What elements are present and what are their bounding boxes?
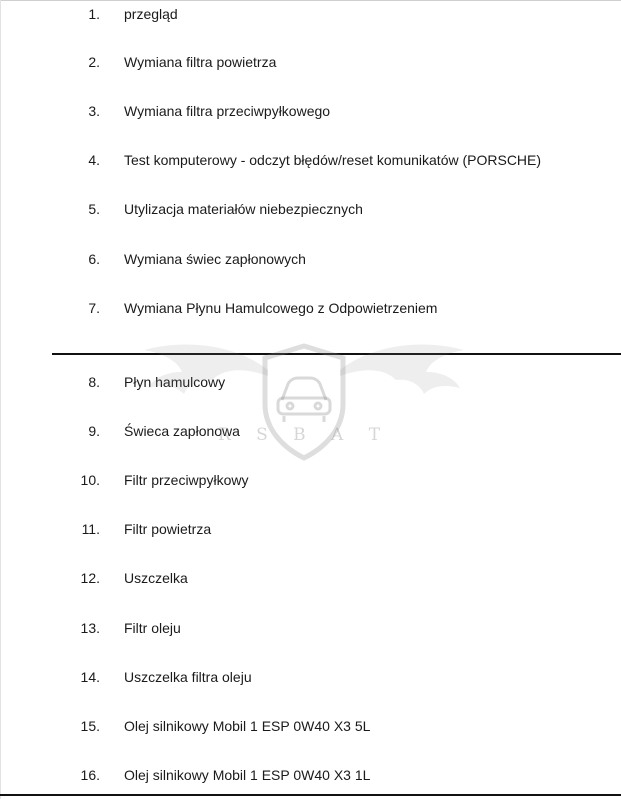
list-item <box>0 518 621 540</box>
item-number: 10. <box>80 472 100 488</box>
item-label: Olej silnikowy Mobil 1 ESP 0W40 X3 5L <box>124 718 371 734</box>
item-number: 14. <box>80 669 100 685</box>
item-label: Wymiana świec zapłonowych <box>124 251 306 267</box>
item-number: 12. <box>80 570 100 586</box>
item-number: 13. <box>80 620 100 636</box>
list-item <box>0 297 621 319</box>
item-label: Filtr przeciwpyłkowy <box>124 472 249 488</box>
item-label: Test komputerowy - odczyt błędów/reset komunikatów (PORSCHE) <box>124 152 542 168</box>
item-label: przegląd <box>124 6 178 22</box>
bottom-rule <box>0 794 621 796</box>
list-item <box>0 420 621 442</box>
item-label: Olej silnikowy Mobil 1 ESP 0W40 X3 1L <box>124 767 371 783</box>
item-label: Uszczelka <box>124 570 188 586</box>
item-number: 7. <box>88 300 100 316</box>
list-item <box>0 764 621 786</box>
list-item <box>0 567 621 589</box>
list-item <box>0 469 621 491</box>
item-number: 15. <box>80 718 100 734</box>
watermark-text: R S B A T <box>217 425 391 445</box>
item-label: Wymiana filtra przeciwpyłkowego <box>124 103 331 119</box>
list-item <box>0 51 621 73</box>
item-label: Utylizacja materiałów niebezpiecznych <box>124 201 363 217</box>
list-item <box>0 617 621 639</box>
item-number: 8. <box>88 374 100 390</box>
item-label: Świeca zapłonowa <box>124 423 240 439</box>
item-number: 3. <box>88 103 100 119</box>
list-item <box>0 371 621 393</box>
list-item <box>0 149 621 171</box>
item-label: Filtr powietrza <box>124 521 212 537</box>
item-label: Uszczelka filtra oleju <box>124 669 252 685</box>
item-label: Wymiana filtra powietrza <box>124 54 277 70</box>
list-item <box>0 715 621 737</box>
item-number: 9. <box>88 423 100 439</box>
item-number: 11. <box>81 521 100 537</box>
list-item <box>0 198 621 220</box>
item-number: 4. <box>88 152 100 168</box>
list-item <box>0 248 621 270</box>
section-divider <box>52 353 621 355</box>
item-number: 16. <box>80 767 100 783</box>
item-label: Filtr oleju <box>124 620 181 636</box>
list-item <box>0 3 621 25</box>
list-item <box>0 100 621 122</box>
item-number: 6. <box>88 251 100 267</box>
item-label: Wymiana Płynu Hamulcowego z Odpowietrzeniem <box>124 300 438 316</box>
list-item <box>0 666 621 688</box>
item-number: 5. <box>88 201 100 217</box>
item-number: 1. <box>88 6 100 22</box>
item-number: 2. <box>88 54 100 70</box>
item-label: Płyn hamulcowy <box>124 374 226 390</box>
